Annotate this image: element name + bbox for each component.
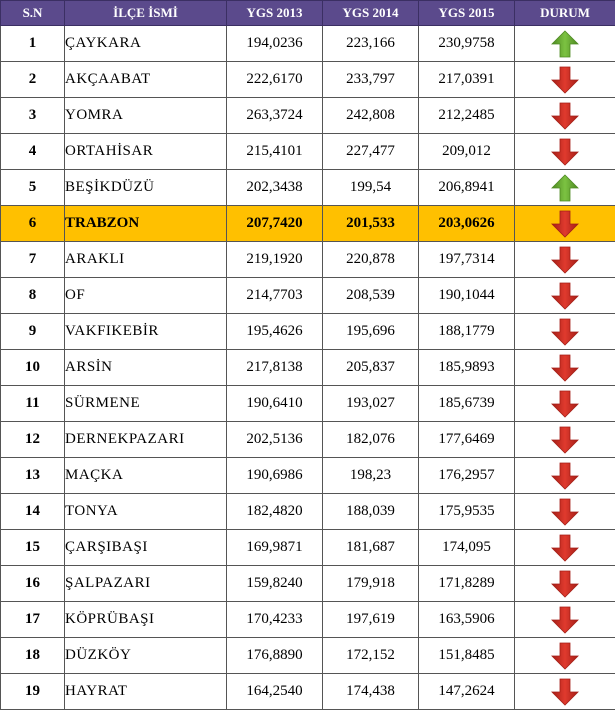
row-ygs-2015: 230,9758 xyxy=(419,26,515,62)
row-status xyxy=(515,494,615,530)
row-sn: 3 xyxy=(1,98,65,134)
down-arrow-icon xyxy=(550,251,580,267)
row-ygs-2013: 214,7703 xyxy=(227,278,323,314)
row-status xyxy=(515,674,615,710)
row-ygs-2015: 185,9893 xyxy=(419,350,515,386)
row-ygs-2013: 190,6986 xyxy=(227,458,323,494)
table-row xyxy=(1,170,615,206)
row-ygs-2013: 217,8138 xyxy=(227,350,323,386)
row-ygs-2013: 190,6410 xyxy=(227,386,323,422)
row-sn: 18 xyxy=(1,638,65,674)
row-district-name: VAKFIKEBİR xyxy=(65,314,227,350)
table-row xyxy=(1,26,615,62)
row-district-name: SÜRMENE xyxy=(65,386,227,422)
row-ygs-2015: 147,2624 xyxy=(419,674,515,710)
row-ygs-2013: 169,9871 xyxy=(227,530,323,566)
row-ygs-2015: 203,0626 xyxy=(419,206,515,242)
row-status xyxy=(515,206,615,242)
down-arrow-icon xyxy=(550,323,580,339)
row-ygs-2015: 151,8485 xyxy=(419,638,515,674)
table-row xyxy=(1,386,615,422)
row-ygs-2015: 177,6469 xyxy=(419,422,515,458)
table-row xyxy=(1,134,615,170)
row-ygs-2015: 197,7314 xyxy=(419,242,515,278)
row-sn: 14 xyxy=(1,494,65,530)
row-ygs-2015: 188,1779 xyxy=(419,314,515,350)
row-ygs-2014: 182,076 xyxy=(323,422,419,458)
row-sn: 2 xyxy=(1,62,65,98)
down-arrow-icon xyxy=(550,647,580,663)
row-status xyxy=(515,638,615,674)
row-ygs-2014: 172,152 xyxy=(323,638,419,674)
row-district-name: ÇAYKARA xyxy=(65,26,227,62)
row-ygs-2013: 170,4233 xyxy=(227,602,323,638)
row-ygs-2013: 159,8240 xyxy=(227,566,323,602)
row-ygs-2015: 185,6739 xyxy=(419,386,515,422)
row-sn: 6 xyxy=(1,206,65,242)
row-ygs-2013: 202,5136 xyxy=(227,422,323,458)
row-ygs-2013: 194,0236 xyxy=(227,26,323,62)
row-district-name: TRABZON xyxy=(65,206,227,242)
header-ygs-2014: YGS 2014 xyxy=(323,1,419,26)
row-status xyxy=(515,422,615,458)
row-ygs-2015: 175,9535 xyxy=(419,494,515,530)
row-district-name: AKÇAABAT xyxy=(65,62,227,98)
row-district-name: HAYRAT xyxy=(65,674,227,710)
row-ygs-2013: 176,8890 xyxy=(227,638,323,674)
row-district-name: ŞALPAZARI xyxy=(65,566,227,602)
row-status xyxy=(515,170,615,206)
row-sn: 8 xyxy=(1,278,65,314)
row-ygs-2015: 171,8289 xyxy=(419,566,515,602)
row-ygs-2015: 209,012 xyxy=(419,134,515,170)
row-district-name: ORTAHİSAR xyxy=(65,134,227,170)
down-arrow-icon xyxy=(550,539,580,555)
row-ygs-2015: 190,1044 xyxy=(419,278,515,314)
table-row xyxy=(1,530,615,566)
row-ygs-2013: 164,2540 xyxy=(227,674,323,710)
down-arrow-icon xyxy=(550,107,580,123)
row-ygs-2015: 206,8941 xyxy=(419,170,515,206)
row-status xyxy=(515,566,615,602)
down-arrow-icon xyxy=(550,503,580,519)
row-status xyxy=(515,350,615,386)
row-district-name: ARAKLI xyxy=(65,242,227,278)
row-district-name: BEŞİKDÜZÜ xyxy=(65,170,227,206)
row-status xyxy=(515,62,615,98)
row-ygs-2014: 227,477 xyxy=(323,134,419,170)
row-status xyxy=(515,458,615,494)
down-arrow-icon xyxy=(550,215,580,231)
row-ygs-2013: 195,4626 xyxy=(227,314,323,350)
row-sn: 10 xyxy=(1,350,65,386)
row-status xyxy=(515,98,615,134)
row-status xyxy=(515,242,615,278)
table-row xyxy=(1,350,615,386)
row-district-name: ÇARŞIBAŞI xyxy=(65,530,227,566)
down-arrow-icon xyxy=(550,575,580,591)
row-sn: 13 xyxy=(1,458,65,494)
header-sn: S.N xyxy=(1,1,65,26)
row-ygs-2013: 207,7420 xyxy=(227,206,323,242)
row-ygs-2013: 215,4101 xyxy=(227,134,323,170)
row-ygs-2013: 222,6170 xyxy=(227,62,323,98)
row-status xyxy=(515,530,615,566)
table-row xyxy=(1,674,615,710)
table-row xyxy=(1,566,615,602)
row-ygs-2014: 233,797 xyxy=(323,62,419,98)
row-ygs-2014: 201,533 xyxy=(323,206,419,242)
row-sn: 16 xyxy=(1,566,65,602)
table-row xyxy=(1,422,615,458)
row-sn: 15 xyxy=(1,530,65,566)
table-row xyxy=(1,458,615,494)
row-ygs-2014: 223,166 xyxy=(323,26,419,62)
row-ygs-2015: 212,2485 xyxy=(419,98,515,134)
row-ygs-2015: 217,0391 xyxy=(419,62,515,98)
row-sn: 4 xyxy=(1,134,65,170)
table-row xyxy=(1,602,615,638)
down-arrow-icon xyxy=(550,683,580,699)
down-arrow-icon xyxy=(550,467,580,483)
down-arrow-icon xyxy=(550,611,580,627)
header-ygs-2015: YGS 2015 xyxy=(419,1,515,26)
row-ygs-2014: 193,027 xyxy=(323,386,419,422)
up-arrow-icon xyxy=(550,35,580,51)
row-ygs-2013: 202,3438 xyxy=(227,170,323,206)
row-sn: 17 xyxy=(1,602,65,638)
row-status xyxy=(515,134,615,170)
header-row xyxy=(1,1,615,26)
row-status xyxy=(515,278,615,314)
table-row xyxy=(1,638,615,674)
row-district-name: MAÇKA xyxy=(65,458,227,494)
row-ygs-2014: 179,918 xyxy=(323,566,419,602)
row-ygs-2013: 219,1920 xyxy=(227,242,323,278)
down-arrow-icon xyxy=(550,143,580,159)
table-row xyxy=(1,98,615,134)
row-sn: 1 xyxy=(1,26,65,62)
row-district-name: OF xyxy=(65,278,227,314)
row-ygs-2014: 198,23 xyxy=(323,458,419,494)
row-ygs-2014: 174,438 xyxy=(323,674,419,710)
row-ygs-2013: 263,3724 xyxy=(227,98,323,134)
row-sn: 9 xyxy=(1,314,65,350)
up-arrow-icon xyxy=(550,179,580,195)
row-sn: 11 xyxy=(1,386,65,422)
row-district-name: ARSİN xyxy=(65,350,227,386)
row-sn: 19 xyxy=(1,674,65,710)
row-ygs-2014: 197,619 xyxy=(323,602,419,638)
row-ygs-2013: 182,4820 xyxy=(227,494,323,530)
down-arrow-icon xyxy=(550,431,580,447)
down-arrow-icon xyxy=(550,359,580,375)
row-ygs-2014: 188,039 xyxy=(323,494,419,530)
row-status xyxy=(515,314,615,350)
header-ygs-2013: YGS 2013 xyxy=(227,1,323,26)
table-row xyxy=(1,494,615,530)
row-district-name: YOMRA xyxy=(65,98,227,134)
down-arrow-icon xyxy=(550,395,580,411)
table-row-highlighted xyxy=(1,206,615,242)
row-status xyxy=(515,386,615,422)
table-body xyxy=(1,26,615,710)
header-status: DURUM xyxy=(515,1,615,26)
row-ygs-2014: 195,696 xyxy=(323,314,419,350)
row-sn: 5 xyxy=(1,170,65,206)
row-ygs-2015: 174,095 xyxy=(419,530,515,566)
row-ygs-2014: 181,687 xyxy=(323,530,419,566)
row-status xyxy=(515,26,615,62)
header-district-name: İLÇE İSMİ xyxy=(65,1,227,26)
table-row xyxy=(1,314,615,350)
row-sn: 12 xyxy=(1,422,65,458)
down-arrow-icon xyxy=(550,71,580,87)
down-arrow-icon xyxy=(550,287,580,303)
row-ygs-2014: 208,539 xyxy=(323,278,419,314)
row-sn: 7 xyxy=(1,242,65,278)
row-ygs-2014: 220,878 xyxy=(323,242,419,278)
row-district-name: DÜZKÖY xyxy=(65,638,227,674)
table-row xyxy=(1,242,615,278)
row-district-name: KÖPRÜBAŞI xyxy=(65,602,227,638)
row-status xyxy=(515,602,615,638)
row-district-name: DERNEKPAZARI xyxy=(65,422,227,458)
row-ygs-2014: 242,808 xyxy=(323,98,419,134)
row-ygs-2015: 176,2957 xyxy=(419,458,515,494)
row-district-name: TONYA xyxy=(65,494,227,530)
row-ygs-2014: 199,54 xyxy=(323,170,419,206)
row-ygs-2014: 205,837 xyxy=(323,350,419,386)
table-row xyxy=(1,278,615,314)
table-row xyxy=(1,62,615,98)
row-ygs-2015: 163,5906 xyxy=(419,602,515,638)
